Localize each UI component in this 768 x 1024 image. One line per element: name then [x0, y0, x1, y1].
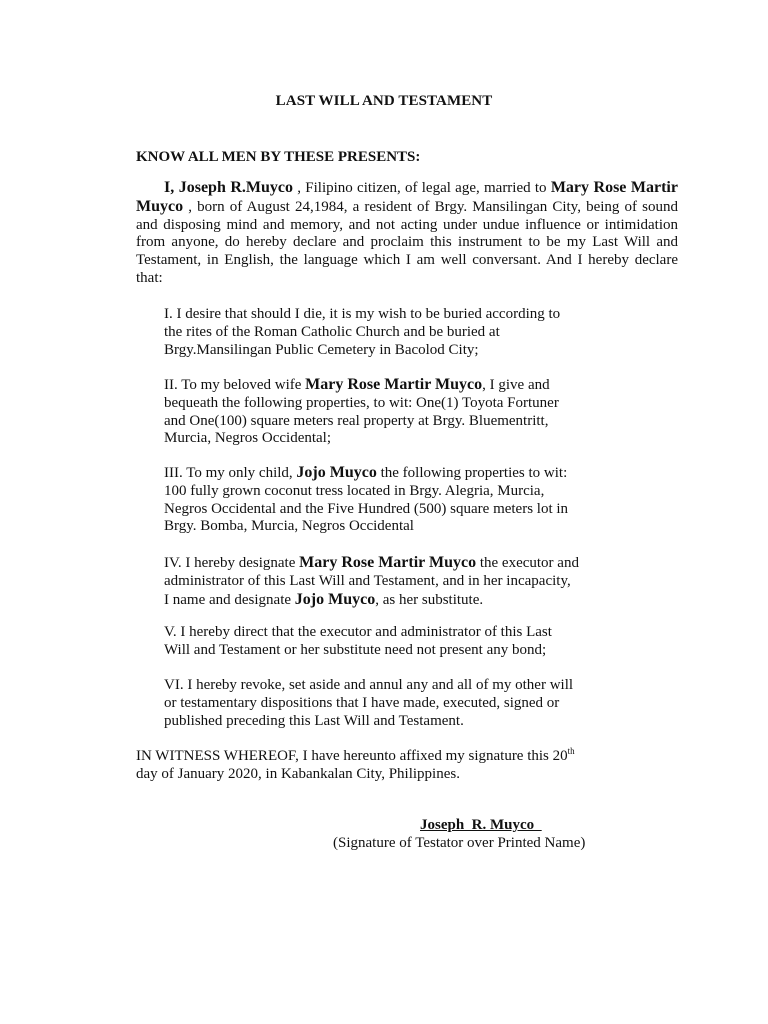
- clause-line: and One(100) square meters real property at Brgy. Bluementritt,: [164, 412, 549, 429]
- clause-line: Brgy. Bomba, Murcia, Negros Occidental: [164, 518, 414, 535]
- clause-line: I. I desire that should I die, it is my wish to be buried according to: [164, 306, 561, 322]
- clause-line: II. To my beloved wife Mary Rose Martir Muyco, I give and: [164, 376, 550, 393]
- clause-6: [164, 677, 664, 730]
- clause-line: the rites of the Roman Catholic Church and be buried at: [164, 323, 500, 340]
- clause-line: 100 fully grown coconut tress located in Brgy. Alegria, Murcia,: [164, 482, 545, 499]
- clause-line: IV. I hereby designate Mary Rose Martir Muyco the executor and: [164, 554, 579, 571]
- clause-line: Murcia, Negros Occidental;: [164, 430, 332, 447]
- spouse-name: Mary Rose Martir Muyco: [299, 554, 477, 571]
- clause-1: [164, 306, 664, 359]
- clause-line: V. I hereby direct that the executor and administrator of this Last: [164, 624, 552, 640]
- child-name: Jojo Muyco: [296, 464, 377, 481]
- clause-line: VI. I hereby revoke, set aside and annul any and all of my other will: [164, 677, 574, 693]
- clause-line: Negros Occidental and the Five Hundred (500) square meters lot in: [164, 500, 569, 517]
- clause-line: published preceding this Last Will and Testament.: [164, 712, 464, 729]
- clause-line: or testamentary dispositions that I have made, executed, signed or: [164, 694, 560, 711]
- clause-3: [164, 464, 664, 536]
- clause-line: I name and designate Jojo Muyco, as her substitute.: [164, 590, 484, 608]
- intro-text-2: , born of August 24,1984, a resident of Brgy. Mansilingan City, being of sound and disposing mind and memory, and not acting under undue influence or intimidation from anyone, do hereby declare and proclaim this instrument to be my Last Will and Testament, in English, the language which I am well conversant. And I hereby declare that:: [136, 198, 678, 286]
- clause-line: Will and Testament or her substitute need not present any bond;: [164, 641, 547, 658]
- clause-4: [164, 554, 664, 609]
- signature-caption: (Signature of Testator over Printed Name): [333, 835, 586, 851]
- child-name: Jojo Muyco: [294, 590, 376, 608]
- salutation: KNOW ALL MEN BY THESE PRESENTS:: [136, 149, 421, 165]
- ordinal-suffix: th: [567, 746, 575, 756]
- testator-name: I, Joseph R.Muyco: [164, 179, 294, 196]
- clause-line: bequeath the following properties, to wit: One(1) Toyota Fortuner: [164, 394, 559, 411]
- witness-line: IN WITNESS WHEREOF, I have hereunto affixed my signature this 20th: [136, 746, 575, 764]
- clause-line: Brgy.Mansilingan Public Cemetery in Bacolod City;: [164, 341, 479, 358]
- document-title: LAST WILL AND TESTAMENT: [275, 93, 493, 109]
- clause-2: [164, 376, 664, 448]
- spouse-name: Mary Rose Martir Muyco: [305, 376, 483, 393]
- intro-text-1: , Filipino citizen, of legal age, married to: [293, 180, 551, 196]
- clause-line: administrator of this Last Will and Testament, and in her incapacity,: [164, 572, 571, 589]
- witness-clause: [136, 747, 696, 783]
- clause-line: III. To my only child, Jojo Muyco the following properties to wit:: [164, 464, 568, 481]
- intro-paragraph: [136, 179, 678, 288]
- signature-name: Joseph R. Muyco: [420, 817, 542, 833]
- clause-5: [164, 624, 664, 660]
- spouse-name: Mary Rose Martir Muyco: [136, 179, 678, 215]
- witness-line: day of January 2020, in Kabankalan City, Philippines.: [136, 766, 460, 782]
